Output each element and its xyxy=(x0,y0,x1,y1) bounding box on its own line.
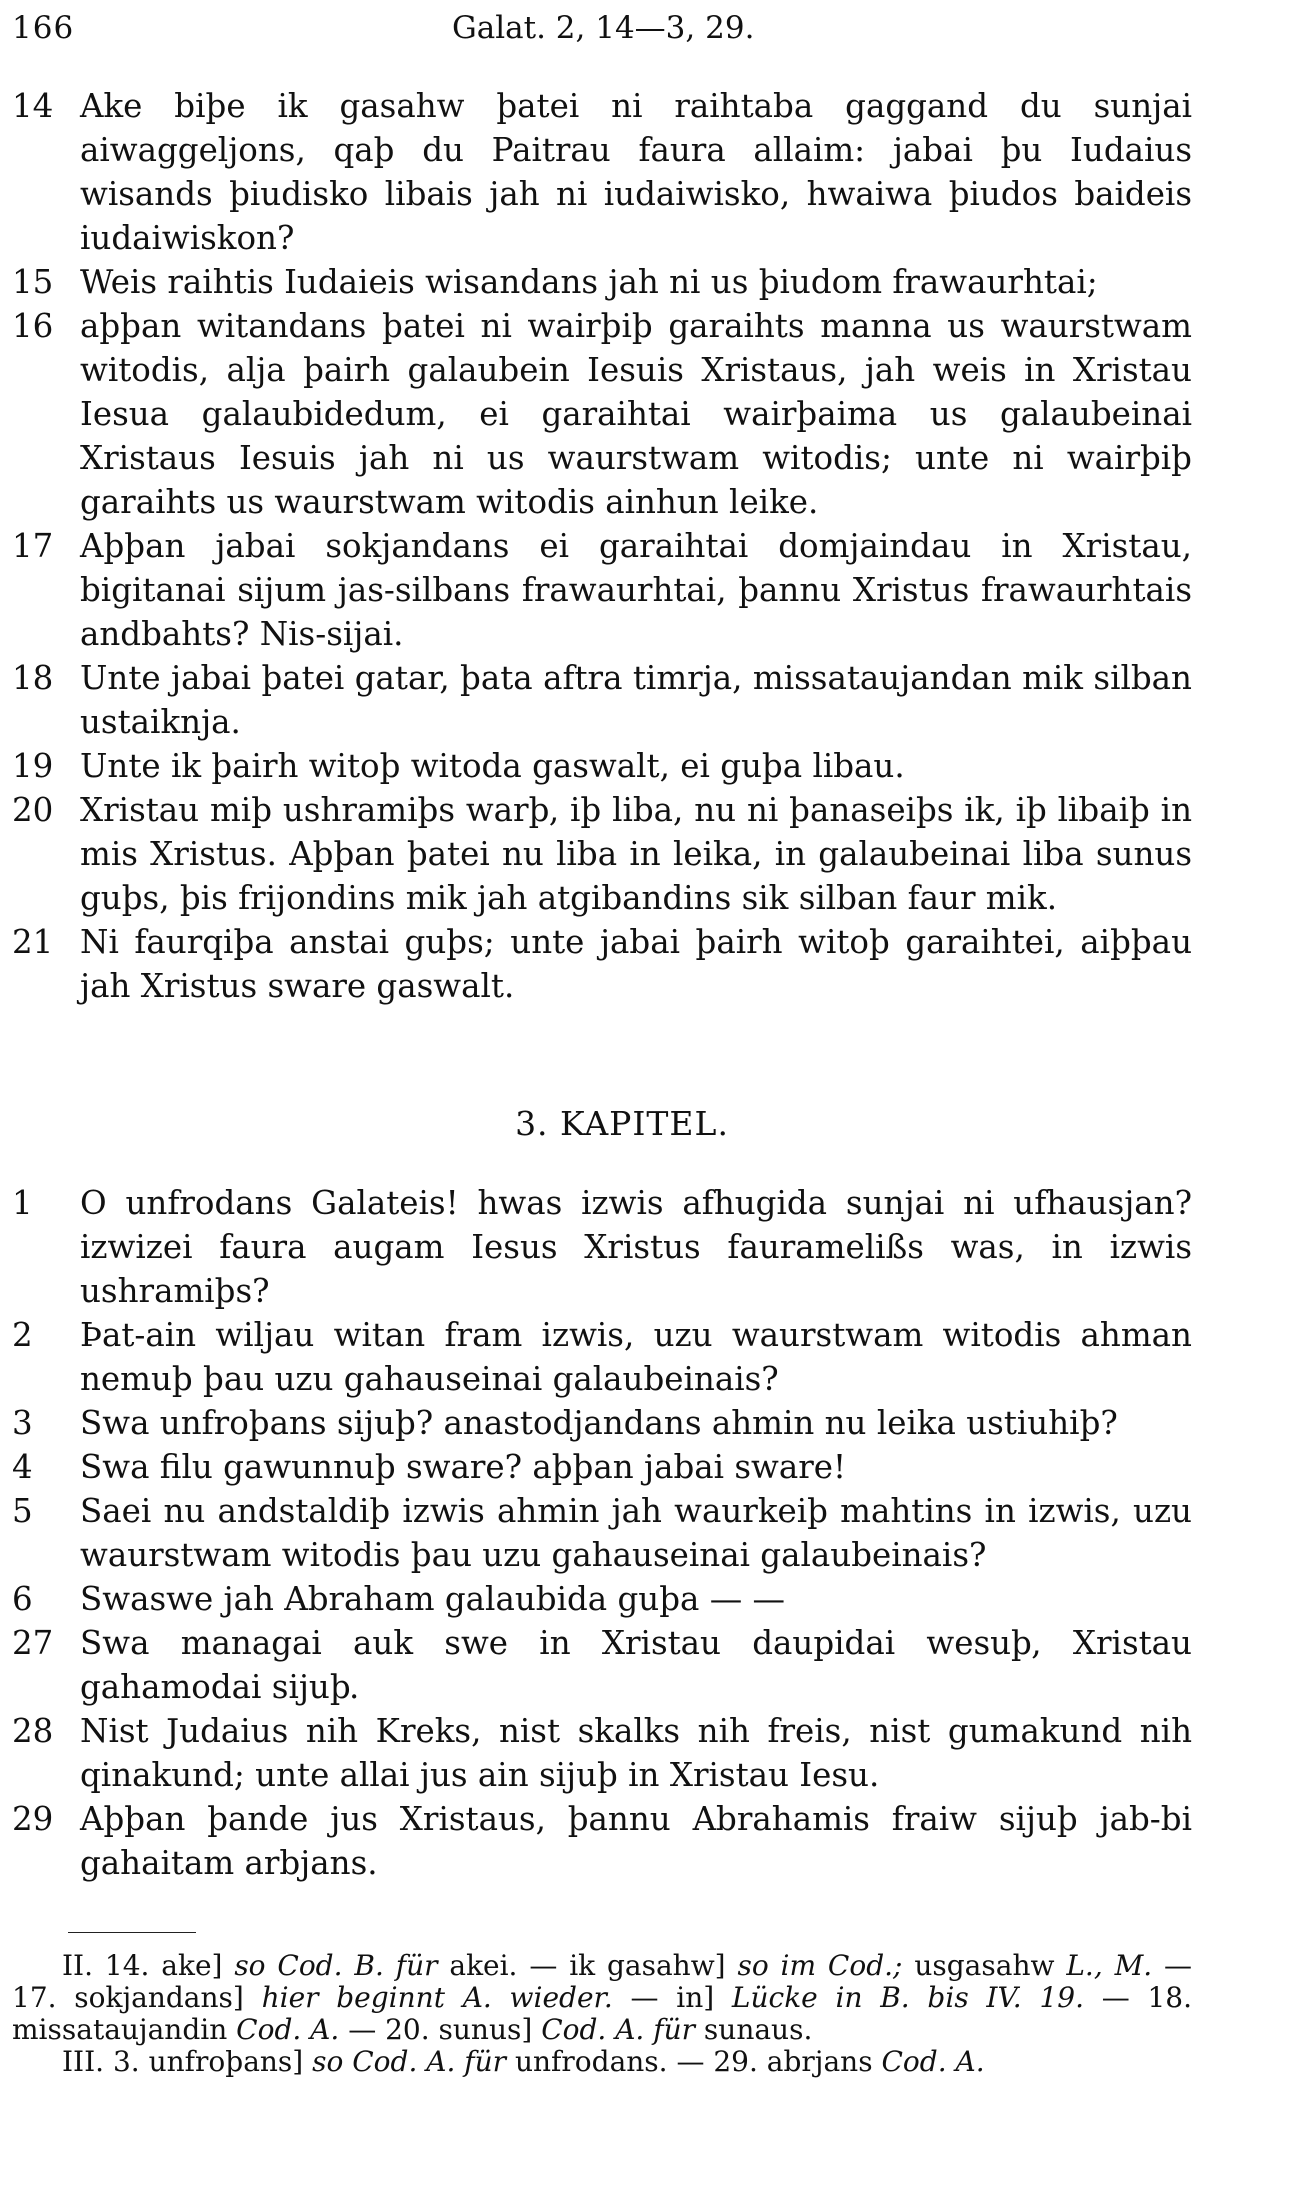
verse xyxy=(12,1181,1192,1313)
verse xyxy=(12,1313,1192,1401)
footnote-fragment: usgasahw xyxy=(914,1949,1055,1982)
main-text xyxy=(12,84,1192,1885)
footnote-fragment: Cod. A. für xyxy=(541,2013,696,2046)
verse xyxy=(12,788,1192,920)
verse xyxy=(12,1489,1192,1577)
footnote-fragment: so Cod. A. für xyxy=(312,2045,507,2078)
footnote-fragment: III. 3. unfroþans] xyxy=(62,2045,304,2078)
footnote-fragment: sunaus. xyxy=(703,2013,813,2046)
verse-number: 28 xyxy=(12,1712,54,1750)
verse-text: Nist Judaius nih Kreks, nist skalks nih freis, nist gumakund nih qinakund; unte allai jus ain sijuþ in Xristau Iesu. xyxy=(80,1712,1192,1794)
verse xyxy=(12,1401,1192,1445)
verse xyxy=(12,524,1192,656)
verse-number: 1 xyxy=(12,1184,33,1222)
verse-text: Unte ik þairh witoþ witoda gaswalt, ei guþa libau. xyxy=(80,747,905,785)
verse xyxy=(12,1709,1192,1797)
verse-number: 16 xyxy=(12,307,54,345)
verse-text: Weis raihtis Iudaieis wisandans jah ni us þiudom frawaurhtai; xyxy=(80,263,1098,301)
verse-text: Swa unfroþans sijuþ? anastodjandans ahmin nu leika ustiuhiþ? xyxy=(80,1404,1118,1442)
page-number: 166 xyxy=(12,10,75,46)
verse-number: 17 xyxy=(12,527,54,565)
footnote-fragment: — in] xyxy=(630,1981,715,2014)
verse xyxy=(12,656,1192,744)
footnote-fragment: — 18. missataujandin xyxy=(12,1981,1193,2046)
running-header xyxy=(12,10,1192,46)
verse-text: Aþþan jabai sokjandans ei garaihtai domjaindau in Xristau, bigitanai sijum jas-silbans frawaurhtai, þannu Xristus frawaurhtais andbahts? Nis-sijai. xyxy=(80,527,1192,653)
verse-number: 4 xyxy=(12,1448,33,1486)
verse-number: 18 xyxy=(12,659,54,697)
verse-text: Ake biþe ik gasahw þatei ni raihtaba gaggand du sunjai aiwaggeljons, qaþ du Paitrau faura allaim: jabai þu Iudaius wisands þiudisko libais jah ni iudaiwisko, hwaiwa þiudos baideis iudaiwiskon? xyxy=(80,87,1192,257)
verse-number: 20 xyxy=(12,791,54,829)
verse-number: 27 xyxy=(12,1624,54,1662)
verse xyxy=(12,260,1192,304)
footnote-chapter-2 xyxy=(12,1950,1192,2046)
verse-number: 5 xyxy=(12,1492,33,1530)
footnote-fragment: II. 14. ake] xyxy=(62,1949,223,1982)
verse-text: Þat-ain wiljau witan fram izwis, uzu waurstwam witodis ahman nemuþ þau uzu gahauseinai galaubeinais? xyxy=(80,1316,1192,1398)
verse xyxy=(12,920,1192,1008)
verse-text: Unte jabai þatei gatar, þata aftra timrja, missataujandan mik silban ustaiknja. xyxy=(80,659,1192,741)
footnote-fragment: Cod. A. xyxy=(236,2013,340,2046)
footnote-fragment: — 17. sokjandans] xyxy=(12,1949,1193,2014)
verse-text: O unfrodans Galateis! hwas izwis afhugida sunjai ni ufhausjan? izwizei faura augam Iesus Xristus fauramelißs was, in izwis ushramiþs? xyxy=(80,1184,1192,1310)
verse-text: Swa filu gawunnuþ sware? aþþan jabai sware! xyxy=(80,1448,847,1486)
verse-number: 2 xyxy=(12,1316,33,1354)
footnote-fragment: hier beginnt A. wieder. xyxy=(261,1981,613,2014)
verse xyxy=(12,744,1192,788)
verse-text: aþþan witandans þatei ni wairþiþ garaihts manna us waurstwam witodis, alja þairh galaubein Iesuis Xristaus, jah weis in Xristau Iesua galaubidedum, ei garaihtai wairþaima us galaubeinai Xristaus Iesuis jah ni us waurstwam witodis; unte ni wairþiþ garaihts us waurstwam witodis ainhun leike. xyxy=(80,307,1192,521)
verse-number: 6 xyxy=(12,1580,33,1618)
footnote-fragment: Lücke in B. bis IV. 19. xyxy=(731,1981,1084,2014)
verse-number: 19 xyxy=(12,747,54,785)
verse xyxy=(12,1621,1192,1709)
verse-number: 3 xyxy=(12,1404,33,1442)
verse xyxy=(12,1445,1192,1489)
footnote-fragment: so Cod. B. für xyxy=(234,1949,438,1982)
footnotes xyxy=(12,1950,1192,2078)
footnote-fragment: so im Cod.; xyxy=(737,1949,903,1982)
verse-number: 14 xyxy=(12,87,54,125)
footnote-fragment: unfrodans. — 29. abrjans xyxy=(514,2045,873,2078)
footnote-fragment: L., M. xyxy=(1066,1949,1153,1982)
verse-text: Saei nu andstaldiþ izwis ahmin jah waurkeiþ mahtins in izwis, uzu waurstwam witodis þau uzu gahauseinai galaubeinais? xyxy=(80,1492,1192,1574)
verse-number: 15 xyxy=(12,263,54,301)
verse-number: 21 xyxy=(12,923,54,961)
verse-text: Swaswe jah Abraham galaubida guþa — — xyxy=(80,1580,786,1618)
verse-text: Ni faurqiþa anstai guþs; unte jabai þairh witoþ garaihtei, aiþþau jah Xristus sware gaswalt. xyxy=(80,923,1192,1005)
footnote-chapter-3 xyxy=(12,2046,1192,2078)
verse xyxy=(12,84,1192,260)
verse xyxy=(12,1577,1192,1621)
verse-text: Swa managai auk swe in Xristau daupidai wesuþ, Xristau gahamodai sijuþ. xyxy=(80,1624,1192,1706)
verse xyxy=(12,304,1192,524)
verse-text: Aþþan þande jus Xristaus, þannu Abrahamis fraiw sijuþ jab-bi gahaitam arbjans. xyxy=(80,1800,1192,1882)
running-title: Galat. 2, 14—3, 29. xyxy=(452,10,755,46)
verse-number: 29 xyxy=(12,1800,54,1838)
footnote-fragment: akei. — ik gasahw] xyxy=(449,1949,726,1982)
verse-text: Xristau miþ ushramiþs warþ, iþ liba, nu ni þanaseiþs ik, iþ libaiþ in mis Xristus. Aþþan þatei nu liba in leika, in galaubeinai liba sunus guþs, þis frijondins mik jah atgibandins sik silban faur mik. xyxy=(80,791,1192,917)
chapter-heading: 3. KAPITEL. xyxy=(515,1104,729,1143)
footnote-rule xyxy=(68,1932,196,1933)
footnote-fragment: — 20. sunus] xyxy=(348,2013,533,2046)
verse xyxy=(12,1797,1192,1885)
footnote-fragment: Cod. A. xyxy=(881,2045,985,2078)
